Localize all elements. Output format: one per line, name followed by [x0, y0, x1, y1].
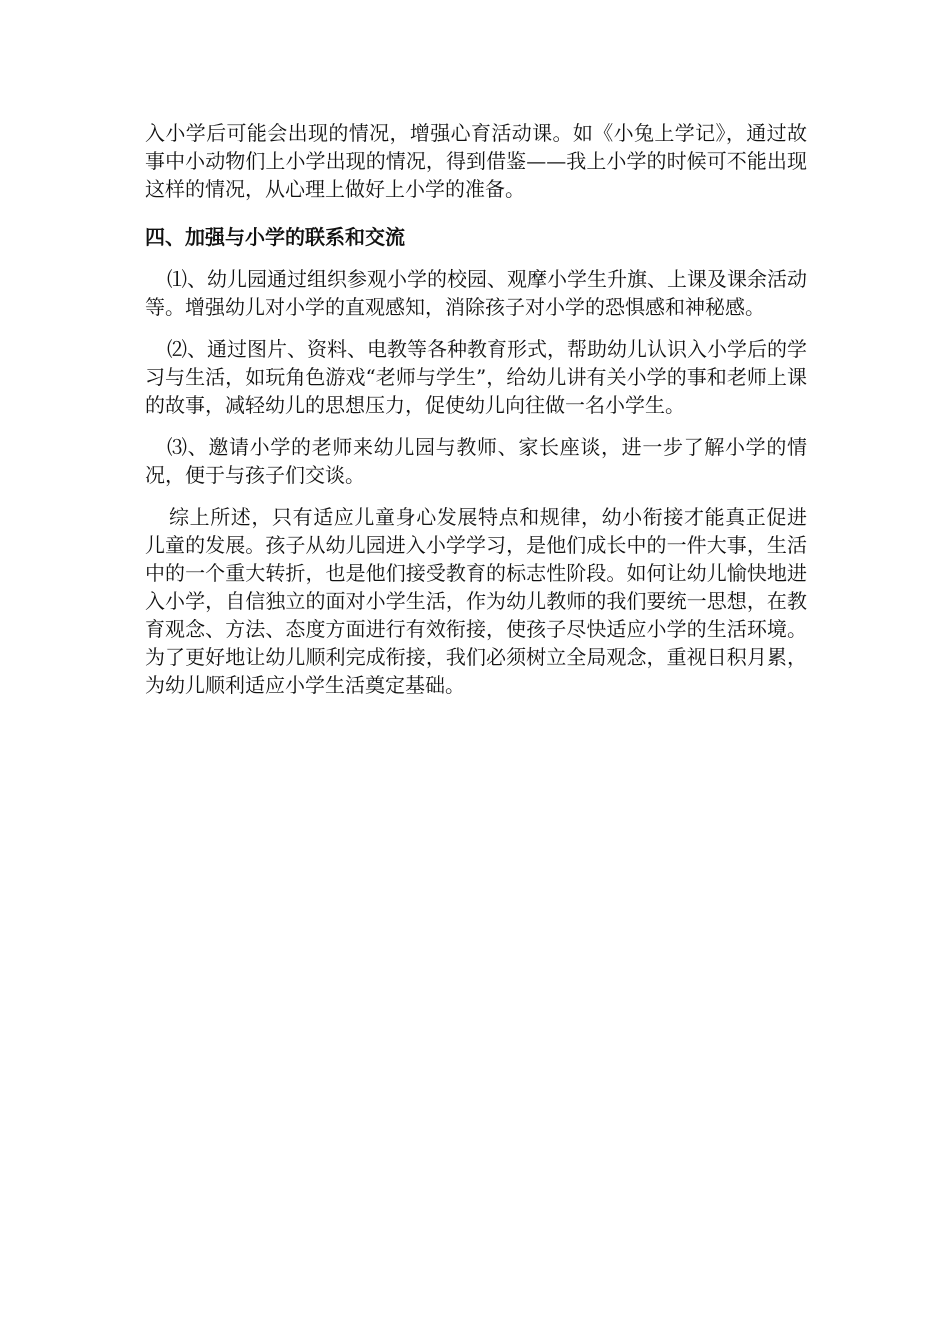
conclusion-paragraph: 综上所述，只有适应儿童身心发展特点和规律，幼小衔接才能真正促进儿童的发展。孩子从幼儿园进入小学学习，是他们成长中的一件大事，生活中的一个重大转折，也是他们接受教育的标志性阶段。如何让幼儿愉快地进入小学，自信独立的面对小学生活，作为幼儿教师的我们要统一思想，在教育观念、方法、态度方面进行有效衔接，使孩子尽快适应小学的生活环境。为了更好地让幼儿顺利完成衔接，我们必须树立全局观念，重视日积月累，为幼儿顺利适应小学生活奠定基础。	[145, 505, 807, 697]
list-item-2: ⑵、通过图片、资料、电教等各种教育形式，帮助幼儿认识入小学后的学习与生活，如玩角色游戏“老师与学生”，给幼儿讲有关小学的事和老师上课的故事，减轻幼儿的思想压力，促使幼儿向往做一名小学生。	[145, 337, 807, 417]
list-item-3: ⑶、邀请小学的老师来幼儿园与教师、家长座谈，进一步了解小学的情况，便于与孩子们交谈。	[145, 435, 807, 487]
document-body	[145, 119, 807, 699]
list-item-1: ⑴、幼儿园通过组织参观小学的校园、观摩小学生升旗、上课及课余活动等。增强幼儿对小学的直观感知，消除孩子对小学的恐惧感和神秘感。	[145, 267, 807, 319]
continuation-paragraph: 入小学后可能会出现的情况，增强心育活动课。如《小兔上学记》，通过故事中小动物们上小学出现的情况，得到借鉴——我上小学的时候可不能出现这样的情况，从心理上做好上小学的准备。	[145, 121, 807, 201]
section-heading: 四、加强与小学的联系和交流	[145, 225, 405, 249]
